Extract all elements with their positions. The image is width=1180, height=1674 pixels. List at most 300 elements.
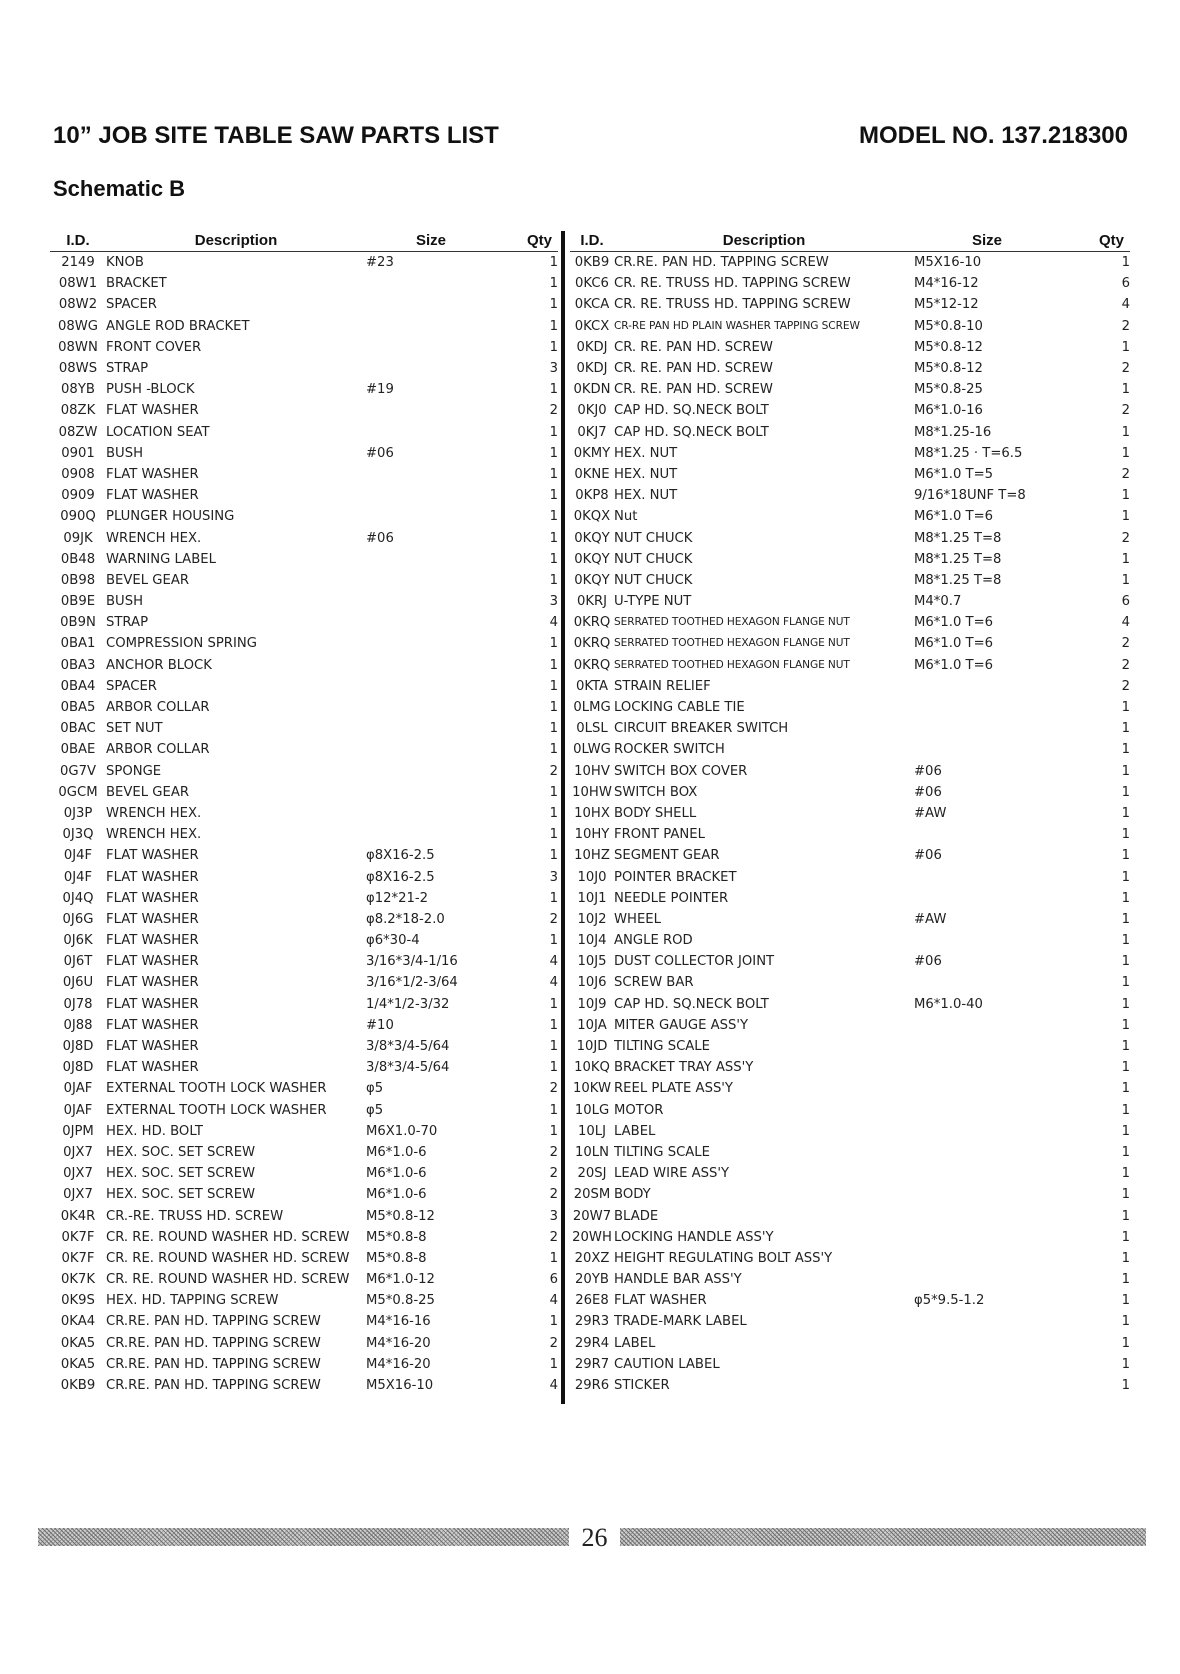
table-row xyxy=(50,866,558,887)
part-id-cell: 10J9 xyxy=(577,996,607,1012)
part-id-cell: 0KQX xyxy=(573,509,611,525)
table-row xyxy=(570,782,1130,803)
part-size-cell xyxy=(914,930,1060,951)
part-description-cell: FRONT PANEL xyxy=(614,827,705,843)
part-id-cell: 10LG xyxy=(574,1102,610,1118)
part-size-cell xyxy=(914,824,1060,845)
part-size-cell: M8*1.25 T=8 xyxy=(914,530,1002,546)
table-row xyxy=(570,655,1130,676)
table-row xyxy=(570,633,1130,654)
part-size-cell: M6*1.0 T=6 xyxy=(914,615,994,631)
part-description-cell: CR.RE. PAN HD. TAPPING SCREW xyxy=(106,1335,321,1351)
table-row xyxy=(570,1057,1130,1078)
part-description-cell: CR. RE. ROUND WASHER HD. SCREW xyxy=(106,1229,350,1245)
part-size-cell: #AW xyxy=(914,911,947,927)
part-id-cell: 0LSL xyxy=(576,721,608,737)
part-description-cell: BLADE xyxy=(614,1208,659,1224)
part-size-cell: M6*1.0-6 xyxy=(366,1187,427,1203)
table-row xyxy=(570,1227,1130,1248)
table-row xyxy=(570,1100,1130,1121)
schematic-subtitle: Schematic B xyxy=(53,176,186,201)
part-description-cell: NEEDLE POINTER xyxy=(614,890,729,906)
table-row xyxy=(570,358,1130,379)
part-id-cell: 0BAC xyxy=(60,721,96,737)
table-row xyxy=(50,1311,558,1332)
part-id-cell: 20SM xyxy=(573,1187,611,1203)
part-id-cell: 10KW xyxy=(573,1081,611,1097)
table-row xyxy=(570,824,1130,845)
part-qty-cell: 4 xyxy=(549,1378,558,1394)
part-size-cell xyxy=(366,422,496,443)
part-size-cell: 9/16*18UNF T=8 xyxy=(914,488,1026,504)
part-id-cell: 0KJ0 xyxy=(577,403,607,419)
part-id-cell: 0J4F xyxy=(63,848,93,864)
column-header-id: I.D. xyxy=(570,230,614,252)
part-description-cell: MITER GAUGE ASS'Y xyxy=(614,1017,749,1033)
table-row xyxy=(570,1375,1130,1396)
part-description-cell: FLAT WASHER xyxy=(106,466,199,482)
table-row xyxy=(570,930,1130,951)
part-id-cell: 0BAE xyxy=(60,742,96,758)
part-id-cell: 0KB9 xyxy=(60,1378,96,1394)
part-size-cell: φ5*9.5-1.2 xyxy=(914,1293,985,1309)
table-row xyxy=(50,1375,558,1396)
part-qty-cell: 1 xyxy=(549,572,558,588)
part-id-cell: 0GCM xyxy=(58,784,98,800)
part-size-cell xyxy=(366,676,496,697)
table-row xyxy=(570,337,1130,358)
part-size-cell xyxy=(914,1121,1060,1142)
table-row xyxy=(570,422,1130,443)
part-qty-cell: 1 xyxy=(549,318,558,334)
part-size-cell: #AW xyxy=(914,805,947,821)
table-row xyxy=(570,803,1130,824)
part-qty-cell: 1 xyxy=(549,466,558,482)
part-description-cell: CAP HD. SQ.NECK BOLT xyxy=(614,424,769,440)
part-qty-cell: 1 xyxy=(1121,805,1130,821)
part-id-cell: 0J78 xyxy=(63,996,93,1012)
part-size-cell: φ6*30-4 xyxy=(366,933,420,949)
part-qty-cell: 1 xyxy=(1121,1378,1130,1394)
part-id-cell: 20SJ xyxy=(577,1166,607,1182)
document-title: 10” JOB SITE TABLE SAW PARTS LIST xyxy=(53,122,499,149)
part-description-cell: NUT CHUCK xyxy=(614,551,693,567)
table-row xyxy=(570,379,1130,400)
table-row xyxy=(570,1205,1130,1226)
part-qty-cell: 4 xyxy=(1121,615,1130,631)
table-row xyxy=(50,400,558,421)
part-description-cell: SPACER xyxy=(106,297,157,313)
part-id-cell: 0901 xyxy=(61,445,95,461)
column-divider xyxy=(561,231,565,1404)
part-description-cell: SERRATED TOOTHED HEXAGON FLANGE NUT xyxy=(614,637,850,650)
table-row xyxy=(50,1015,558,1036)
part-description-cell: ROCKER SWITCH xyxy=(614,742,725,758)
part-qty-cell: 1 xyxy=(549,1250,558,1266)
part-id-cell: 090Q xyxy=(60,509,96,525)
part-description-cell: CR. RE. PAN HD. SCREW xyxy=(614,382,773,398)
table-row xyxy=(570,676,1130,697)
part-qty-cell: 1 xyxy=(549,827,558,843)
part-qty-cell: 1 xyxy=(1121,1293,1130,1309)
part-description-cell: TILTING SCALE xyxy=(614,1144,710,1160)
part-size-cell: #06 xyxy=(914,784,942,800)
part-description-cell: CR.RE. PAN HD. TAPPING SCREW xyxy=(614,255,829,271)
part-description-cell: WRENCH HEX. xyxy=(106,530,202,546)
part-description-cell: STRAP xyxy=(106,615,149,631)
part-qty-cell: 1 xyxy=(1121,1039,1130,1055)
part-description-cell: SPONGE xyxy=(106,763,162,779)
part-description-cell: WRENCH HEX. xyxy=(106,805,202,821)
part-description-cell: ANCHOR BLOCK xyxy=(106,657,212,673)
part-id-cell: 08W2 xyxy=(58,297,98,313)
table-row xyxy=(570,1163,1130,1184)
part-description-cell: LOCKING CABLE TIE xyxy=(614,700,745,716)
table-row xyxy=(50,676,558,697)
table-row xyxy=(50,888,558,909)
part-qty-cell: 1 xyxy=(1121,848,1130,864)
table-row xyxy=(570,612,1130,633)
part-qty-cell: 1 xyxy=(549,784,558,800)
part-description-cell: EXTERNAL TOOTH LOCK WASHER xyxy=(106,1081,327,1097)
table-row xyxy=(50,782,558,803)
part-size-cell: φ8X16-2.5 xyxy=(366,869,435,885)
part-description-cell: FLAT WASHER xyxy=(106,1017,199,1033)
table-row xyxy=(570,761,1130,782)
part-size-cell xyxy=(914,739,1060,760)
part-size-cell xyxy=(366,612,496,633)
part-qty-cell: 1 xyxy=(549,445,558,461)
part-size-cell: M6*1.0 T=5 xyxy=(914,466,994,482)
part-description-cell: CAP HD. SQ.NECK BOLT xyxy=(614,996,769,1012)
part-description-cell: CR.RE. PAN HD. TAPPING SCREW xyxy=(106,1356,321,1372)
part-qty-cell: 1 xyxy=(549,509,558,525)
part-qty-cell: 1 xyxy=(1121,721,1130,737)
table-row xyxy=(570,739,1130,760)
table-row xyxy=(570,506,1130,527)
part-description-cell: FLAT WASHER xyxy=(614,1293,707,1309)
part-size-cell: #06 xyxy=(366,445,394,461)
table-row xyxy=(50,506,558,527)
part-description-cell: HEX. NUT xyxy=(614,466,678,482)
part-id-cell: 10J6 xyxy=(577,975,607,991)
part-id-cell: 10HY xyxy=(574,827,610,843)
part-id-cell: 0KQY xyxy=(574,572,610,588)
part-id-cell: 29R3 xyxy=(574,1314,610,1330)
part-qty-cell: 1 xyxy=(1121,869,1130,885)
table-row xyxy=(570,273,1130,294)
part-id-cell: 0K7F xyxy=(61,1250,95,1266)
part-description-cell: FLAT WASHER xyxy=(106,975,199,991)
table-row xyxy=(50,1078,558,1099)
model-number: MODEL NO. 137.218300 xyxy=(858,122,1128,149)
part-id-cell: 0KRQ xyxy=(573,657,611,673)
part-id-cell: 08ZW xyxy=(58,424,98,440)
part-qty-cell: 2 xyxy=(1121,361,1130,377)
part-id-cell: 08W1 xyxy=(58,276,98,292)
part-qty-cell: 1 xyxy=(549,700,558,716)
part-qty-cell: 1 xyxy=(1121,1314,1130,1330)
table-row xyxy=(50,972,558,993)
part-qty-cell: 1 xyxy=(549,1039,558,1055)
part-id-cell: 0B9E xyxy=(60,594,96,610)
part-qty-cell: 1 xyxy=(1121,827,1130,843)
part-qty-cell: 6 xyxy=(1121,276,1130,292)
part-size-cell xyxy=(366,485,496,506)
part-size-cell xyxy=(366,570,496,591)
part-qty-cell: 1 xyxy=(549,382,558,398)
table-row xyxy=(50,379,558,400)
part-id-cell: 0908 xyxy=(61,466,95,482)
part-description-cell: SERRATED TOOTHED HEXAGON FLANGE NUT xyxy=(614,658,850,671)
part-size-cell: M5*0.8-25 xyxy=(366,1293,435,1309)
part-description-cell: FLAT WASHER xyxy=(106,933,199,949)
part-size-cell: #06 xyxy=(914,848,942,864)
part-size-cell: #23 xyxy=(366,255,394,271)
part-id-cell: 26E8 xyxy=(575,1293,609,1309)
part-size-cell: M5*0.8-12 xyxy=(366,1208,435,1224)
part-qty-cell: 1 xyxy=(549,1102,558,1118)
part-qty-cell: 1 xyxy=(1121,488,1130,504)
table-row xyxy=(50,655,558,676)
part-size-cell: 3/8*3/4-5/64 xyxy=(366,1060,450,1076)
part-qty-cell: 2 xyxy=(1121,530,1130,546)
part-id-cell: 10HW xyxy=(572,784,612,800)
part-qty-cell: 1 xyxy=(1121,551,1130,567)
part-qty-cell: 3 xyxy=(549,594,558,610)
part-size-cell xyxy=(914,972,1060,993)
part-size-cell xyxy=(914,1163,1060,1184)
part-description-cell: CIRCUIT BREAKER SWITCH xyxy=(614,721,789,737)
part-id-cell: 0BA5 xyxy=(60,700,96,716)
part-description-cell: BEVEL GEAR xyxy=(106,572,190,588)
table-row xyxy=(570,464,1130,485)
table-row xyxy=(570,591,1130,612)
part-description-cell: FLAT WASHER xyxy=(106,403,199,419)
part-id-cell: 10J1 xyxy=(577,890,607,906)
part-size-cell xyxy=(914,1057,1060,1078)
part-qty-cell: 1 xyxy=(549,1123,558,1139)
part-description-cell: FLAT WASHER xyxy=(106,954,199,970)
part-id-cell: 08WS xyxy=(58,361,98,377)
part-description-cell: FLAT WASHER xyxy=(106,1039,199,1055)
part-id-cell: 0KQY xyxy=(574,530,610,546)
part-description-cell: FRONT COVER xyxy=(106,339,202,355)
part-id-cell: 20XZ xyxy=(574,1250,610,1266)
column-header-description: Description xyxy=(614,230,914,252)
part-description-cell: CAUTION LABEL xyxy=(614,1356,720,1372)
part-description-cell: HEX. NUT xyxy=(614,488,678,504)
part-size-cell: #06 xyxy=(914,763,942,779)
part-id-cell: 0J8D xyxy=(62,1060,94,1076)
part-id-cell: 10J2 xyxy=(577,911,607,927)
part-id-cell: 10HV xyxy=(574,763,610,779)
part-size-cell: M5*0.8-25 xyxy=(914,382,983,398)
part-id-cell: 0KA5 xyxy=(60,1356,96,1372)
table-row xyxy=(570,549,1130,570)
table-row xyxy=(570,443,1130,464)
part-id-cell: 0KP8 xyxy=(575,488,609,504)
part-id-cell: 0JPM xyxy=(62,1123,94,1139)
part-description-cell: LABEL xyxy=(614,1335,656,1351)
part-id-cell: 0JX7 xyxy=(63,1166,93,1182)
part-id-cell: 0LMG xyxy=(573,700,611,716)
part-size-cell xyxy=(366,782,496,803)
part-id-cell: 0J4F xyxy=(63,869,93,885)
part-id-cell: 0KRQ xyxy=(573,636,611,652)
part-qty-cell: 1 xyxy=(1121,954,1130,970)
table-row xyxy=(50,1163,558,1184)
part-qty-cell: 1 xyxy=(549,424,558,440)
part-id-cell: 0KA5 xyxy=(60,1335,96,1351)
part-size-cell xyxy=(914,1269,1060,1290)
part-size-cell xyxy=(914,697,1060,718)
part-id-cell: 0J3Q xyxy=(62,827,94,843)
part-size-cell xyxy=(366,803,496,824)
part-qty-cell: 2 xyxy=(1121,678,1130,694)
table-row xyxy=(50,1333,558,1354)
part-id-cell: 0KDN xyxy=(573,382,611,398)
part-size-cell: M8*1.25 T=8 xyxy=(914,551,1002,567)
part-size-cell xyxy=(914,1333,1060,1354)
part-description-cell: COMPRESSION SPRING xyxy=(106,636,257,652)
table-row xyxy=(50,1057,558,1078)
part-description-cell: STRAIN RELIEF xyxy=(614,678,711,694)
part-size-cell: M4*0.7 xyxy=(914,594,962,610)
part-qty-cell: 1 xyxy=(1121,382,1130,398)
part-description-cell: FLAT WASHER xyxy=(106,890,199,906)
part-id-cell: 29R7 xyxy=(574,1356,610,1372)
part-qty-cell: 1 xyxy=(1121,1208,1130,1224)
table-row xyxy=(50,527,558,548)
part-qty-cell: 1 xyxy=(1121,975,1130,991)
part-size-cell: M6*1.0 T=6 xyxy=(914,636,994,652)
table-row xyxy=(50,570,558,591)
part-description-cell: DUST COLLECTOR JOINT xyxy=(614,954,775,970)
part-description-cell: FLAT WASHER xyxy=(106,996,199,1012)
part-id-cell: 10JA xyxy=(577,1017,607,1033)
column-header-size: Size xyxy=(366,230,496,252)
part-qty-cell: 4 xyxy=(549,954,558,970)
part-qty-cell: 1 xyxy=(1121,1060,1130,1076)
table-row xyxy=(570,1015,1130,1036)
part-description-cell: WHEEL xyxy=(614,911,661,927)
part-id-cell: 0909 xyxy=(61,488,95,504)
table-row xyxy=(570,1269,1130,1290)
part-qty-cell: 1 xyxy=(1121,933,1130,949)
part-id-cell: 0KA4 xyxy=(60,1314,96,1330)
table-row xyxy=(50,337,558,358)
part-size-cell xyxy=(914,1205,1060,1226)
table-row xyxy=(570,1290,1130,1311)
part-qty-cell: 3 xyxy=(549,361,558,377)
part-qty-cell: 1 xyxy=(1121,911,1130,927)
part-qty-cell: 1 xyxy=(1121,424,1130,440)
part-description-cell: HANDLE BAR ASS'Y xyxy=(614,1272,742,1288)
part-description-cell: CR. RE. PAN HD. SCREW xyxy=(614,339,773,355)
part-description-cell: FLAT WASHER xyxy=(106,848,199,864)
table-row xyxy=(50,591,558,612)
part-size-cell: M5*0.8-12 xyxy=(914,339,983,355)
part-qty-cell: 1 xyxy=(549,276,558,292)
part-size-cell xyxy=(366,655,496,676)
part-id-cell: 0J6U xyxy=(62,975,94,991)
part-description-cell: FLAT WASHER xyxy=(106,1060,199,1076)
part-id-cell: 0J88 xyxy=(63,1017,93,1033)
part-qty-cell: 1 xyxy=(1121,763,1130,779)
part-qty-cell: 1 xyxy=(549,636,558,652)
part-size-cell xyxy=(914,1015,1060,1036)
part-size-cell: M6*1.0 T=6 xyxy=(914,509,994,525)
table-row xyxy=(50,1290,558,1311)
table-row xyxy=(570,1142,1130,1163)
part-id-cell: 0LWG xyxy=(573,742,611,758)
table-row xyxy=(50,252,558,274)
part-qty-cell: 1 xyxy=(549,848,558,864)
part-description-cell: BUSH xyxy=(106,594,143,610)
part-id-cell: 10J0 xyxy=(577,869,607,885)
part-size-cell: M8*1.25 T=8 xyxy=(914,572,1002,588)
table-row xyxy=(570,845,1130,866)
part-qty-cell: 1 xyxy=(549,890,558,906)
part-id-cell: 10JD xyxy=(576,1039,608,1055)
part-description-cell: PLUNGER HOUSING xyxy=(106,509,235,525)
table-row xyxy=(570,888,1130,909)
part-id-cell: 10KQ xyxy=(574,1060,610,1076)
table-row xyxy=(50,930,558,951)
part-id-cell: 0K4R xyxy=(60,1208,96,1224)
part-size-cell xyxy=(914,1100,1060,1121)
part-size-cell xyxy=(914,1142,1060,1163)
part-size-cell xyxy=(914,1184,1060,1205)
part-description-cell: LEAD WIRE ASS'Y xyxy=(614,1166,730,1182)
table-row xyxy=(570,252,1130,274)
part-size-cell xyxy=(366,824,496,845)
part-size-cell: M5*12-12 xyxy=(914,297,979,313)
part-qty-cell: 1 xyxy=(1121,255,1130,271)
part-size-cell: #19 xyxy=(366,382,394,398)
part-size-cell: M6*1.0-6 xyxy=(366,1144,427,1160)
part-id-cell: 0BA4 xyxy=(60,678,96,694)
part-qty-cell: 2 xyxy=(1121,636,1130,652)
part-qty-cell: 1 xyxy=(1121,1356,1130,1372)
table-row xyxy=(50,464,558,485)
table-row xyxy=(50,845,558,866)
part-size-cell: M5*0.8-12 xyxy=(914,361,983,377)
part-size-cell xyxy=(366,739,496,760)
part-id-cell: 0JAF xyxy=(63,1081,93,1097)
table-header-row xyxy=(50,230,558,252)
part-description-cell: MOTOR xyxy=(614,1102,664,1118)
part-qty-cell: 2 xyxy=(549,1166,558,1182)
part-description-cell: SERRATED TOOTHED HEXAGON FLANGE NUT xyxy=(614,616,850,629)
table-row xyxy=(570,485,1130,506)
table-row xyxy=(50,1354,558,1375)
part-size-cell: φ5 xyxy=(366,1102,384,1118)
part-description-cell: PUSH -BLOCK xyxy=(106,382,195,398)
part-qty-cell: 1 xyxy=(549,551,558,567)
table-row xyxy=(50,485,558,506)
table-row xyxy=(50,761,558,782)
part-description-cell: SEGMENT GEAR xyxy=(614,848,720,864)
part-qty-cell: 1 xyxy=(1121,1144,1130,1160)
part-description-cell: SPACER xyxy=(106,678,157,694)
table-row xyxy=(50,824,558,845)
table-row xyxy=(50,1142,558,1163)
table-row xyxy=(50,803,558,824)
part-id-cell: 0KNE xyxy=(574,466,610,482)
parts-table-left-body xyxy=(50,252,558,1397)
